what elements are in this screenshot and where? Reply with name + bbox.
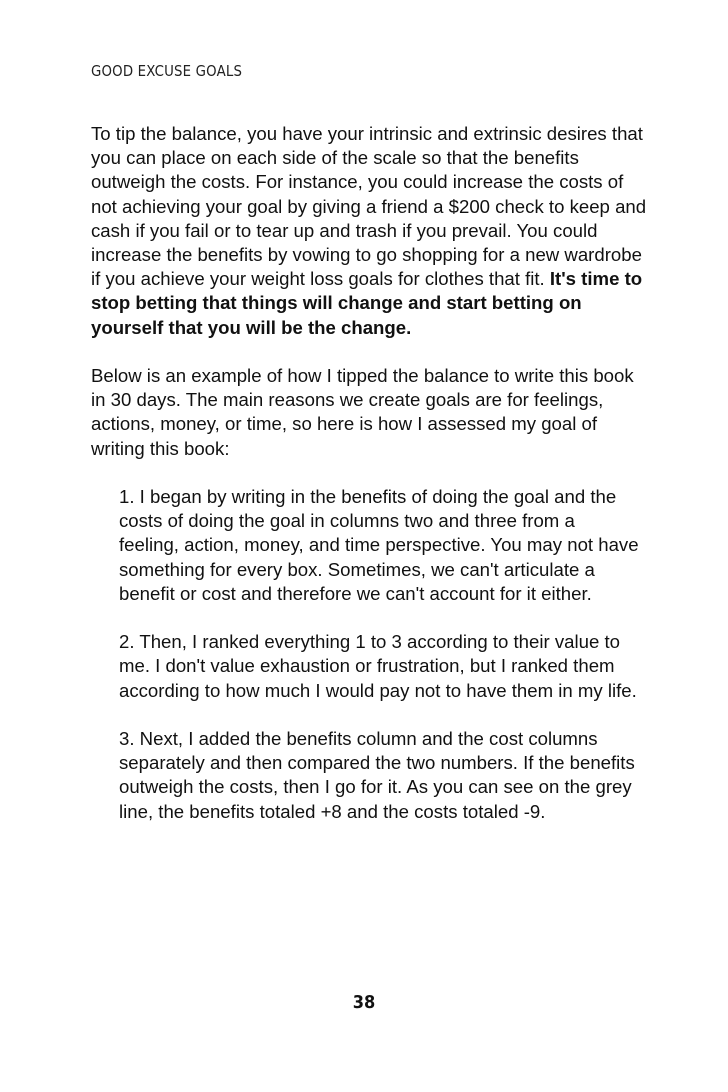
paragraph-balance-emphasis: It's time to stop betting that things will change and start betting on yourself that you will be the change.: [91, 268, 643, 338]
step-item-1: 1. I began by writing in the benefits of doing the goal and the costs of doing the goal in columns two and three from a feeling, action, money, and time perspective. You may not have something for every box. Sometimes, we can't articulate a benefit or cost and therefore we can't account for it either.: [119, 486, 639, 604]
page-body: [91, 122, 651, 824]
paragraph-balance: [91, 122, 651, 340]
paragraph-example-intro: Below is an example of how I tipped the balance to write this book in 30 days. The main reasons we create goals are for feelings, actions, money, or time, so here is how I assessed my goal of writing this book:: [91, 365, 634, 459]
paragraph-balance-text: To tip the balance, you have your intrinsic and extrinsic desires that you can place on each side of the scale so that the benefits outweigh the costs. For instance, you could increase the costs of not achieving your goal by giving a friend a $200 check to keep and cash if you fail or to tear up and trash if you prevail. You could increase the benefits by vowing to go shopping for a new wardrobe if you achieve your weight loss goals for clothes that fit.: [91, 123, 647, 290]
page-number: 38: [352, 992, 376, 1013]
step-item-3: 3. Next, I added the benefits column and the cost columns separately and then compared the two numbers. If the benefits outweigh the costs, then I go for it. As you can see on the grey line, the benefits totaled +8 and the costs totaled -9.: [119, 728, 635, 822]
step-item-2: 2. Then, I ranked everything 1 to 3 according to their value to me. I don't value exhaustion or frustration, but I ranked them according to how much I would pay not to have them in my life.: [119, 631, 637, 701]
steps-list: [91, 485, 639, 824]
running-header: GOOD EXCUSE GOALS: [91, 62, 243, 80]
